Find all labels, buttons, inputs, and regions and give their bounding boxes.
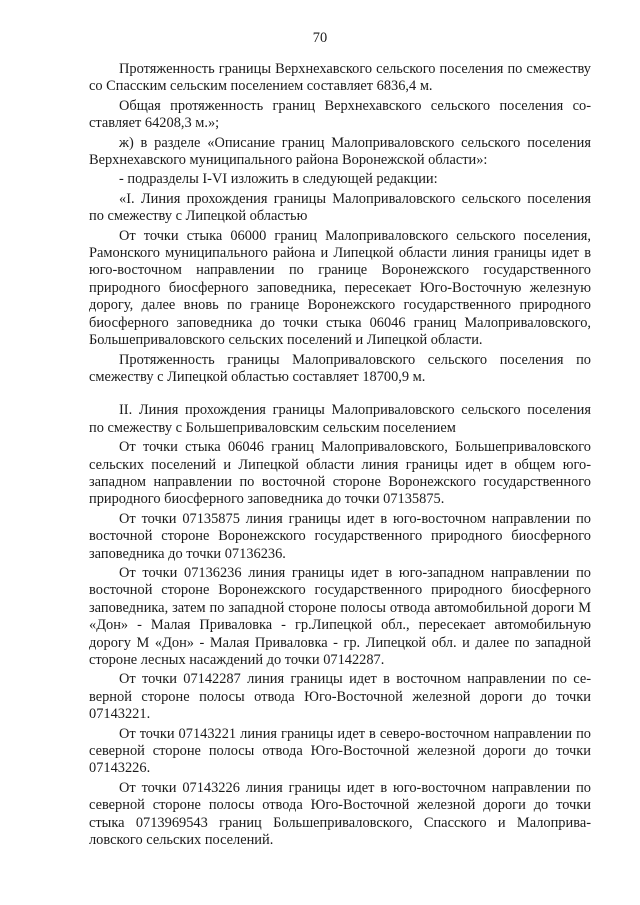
paragraph-point-06046: От точки стыка 06046 границ Малоприваловского, Большеприваловского сельских поселений и Липецкой области линия границы идет в общем югозападном направлении по восточной стороне Воронежского государственного природного биосферного заповедника до точки 07135875.	[89, 439, 591, 508]
paragraph-section-zh-heading: ж) в разделе «Описание границ Малоприваловского сельского поселения Верхнехавского муниципального района Воронежской области»:	[89, 134, 591, 169]
paragraph-subsections-note: - подразделы I-VI изложить в следующей редакции:	[119, 171, 438, 188]
paragraph-point-07136236: От точки 07136236 линия границы идет в юго-западном направлении по восточной стороне Воронежского государственного природного биосферного заповедника, затем по западной стороне полосы отвода автомобильной дороги М «Дон» - Малая Приваловка - гр.Липецкой обл., пересекает автомобильную дорогу М «Дон» - Малая Приваловка - гр. Липецкой обл. и далее по западной стороне лесных насаждений до точки 07142287.	[89, 564, 591, 668]
paragraph-point-07143226: От точки 07143226 линия границы идет в юго-восточном направлении по северной стороне полосы отвода Юго-Восточной железной дороги до точки стыка 0713969543 границ Большеприваловского, Спасского и Малоприваловского сельских поселений.	[89, 779, 591, 849]
paragraph-point-07142287: От точки 07142287 линия границы идет в восточном направлении по северной стороне полосы отвода Юго-Восточной железной дороги до точки 07143221.	[89, 671, 591, 723]
page-number: 70	[312, 30, 328, 46]
paragraph-point-07143221: От точки 07143221 линия границы идет в северо-восточном направлении по северной стороне полосы отвода Юго-Восточной железной дороги до точки 07143226.	[89, 725, 591, 777]
paragraph-section-i-title: «I. Линия прохождения границы Малоприваловского сельского поселения по смежеству с Липецкой областью	[89, 190, 591, 225]
document-body	[89, 61, 591, 851]
paragraph-verkhnekhava-total-length: Общая протяженность границ Верхнехавского сельского поселения составляет 64208,3 м.»;	[89, 97, 591, 132]
paragraph-section-ii-title: II. Линия прохождения границы Малоприваловского сельского поселения по смежеству с Большеприваловским сельским поселением	[89, 402, 591, 436]
paragraph-point-07135875: От точки 07135875 линия границы идет в юго-восточном направлении по восточной стороне Воронежского государственного природного биосферного заповедника до точки 07136236.	[89, 510, 591, 562]
paragraph-section-i-description: От точки стыка 06000 границ Малоприваловского сельского поселения, Рамонского муниципального района и Липецкой области линия границы идет в юго-восточном направлении по границе Воронежского государственного природного биосферного заповедника, пересекает Юго-Восточную железную дорогу, далее вновь по границе Воронежского государственного природного биосферного заповедника до точки стыка 06046 границ Малоприваловского, Большеприваловского сельских поселений и Липецкой области.	[89, 227, 591, 349]
paragraph-verkhnekhava-spassky-length: Протяженность границы Верхнехавского сельского поселения по смежеству со Спасским сельским поселением составляет 6836,4 м.	[89, 61, 591, 95]
paragraph-section-i-length: Протяженность границы Малоприваловского сельского поселения по смежеству с Липецкой областью составляет 18700,9 м.	[89, 351, 591, 385]
